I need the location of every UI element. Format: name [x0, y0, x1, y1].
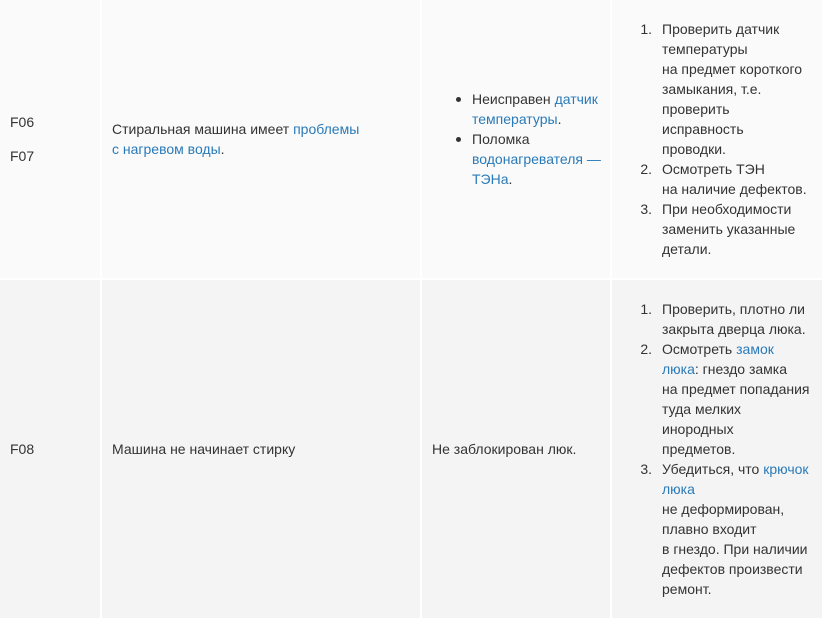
solution-line: Проверить датчик — [662, 21, 780, 37]
description-text: . — [220, 141, 225, 157]
cause-line: Поломка — [472, 131, 530, 147]
solution-text: : гнездо замка — [694, 361, 787, 377]
solution-line — [662, 459, 809, 479]
solution-line: закрыта дверца люка. — [662, 321, 806, 337]
door-hook-link[interactable]: крючок — [763, 461, 809, 477]
list-number: 3. — [640, 461, 652, 477]
cause-cell — [422, 280, 610, 618]
heating-problems-link[interactable]: проблемы — [293, 121, 360, 137]
bullet-icon — [456, 137, 461, 142]
solution-line: на наличие дефектов. — [662, 181, 807, 197]
solution-line — [662, 359, 787, 379]
solution-line: проводки. — [662, 141, 726, 157]
solution-cell — [612, 280, 822, 618]
list-number: 2. — [640, 161, 652, 177]
solution-line: детали. — [662, 241, 712, 257]
solution-line: Проверить, плотно ли — [662, 301, 805, 317]
solution-line: дефектов произвести — [662, 561, 803, 577]
list-number: 1. — [640, 301, 652, 317]
solution-text: Осмотреть — [662, 341, 737, 357]
solution-line: проверить — [662, 101, 730, 117]
water-heater-link[interactable]: ТЭНа — [472, 171, 509, 187]
temperature-sensor-link[interactable]: температуры — [472, 111, 558, 127]
list-number: 1. — [640, 21, 652, 37]
heating-problems-link[interactable]: с нагревом воды — [112, 141, 221, 157]
description-cell — [102, 0, 420, 278]
solution-line: исправность — [662, 121, 744, 137]
solution-line: на предмет короткого — [662, 61, 803, 77]
cause-line: Не заблокирован люк. — [432, 441, 577, 457]
door-lock-link[interactable]: замок — [736, 341, 774, 357]
cause-line — [472, 169, 512, 189]
solution-line: в гнездо. При наличии — [662, 541, 808, 557]
cause-cell — [422, 0, 610, 278]
solution-line: ремонт. — [662, 581, 712, 597]
cause-line — [472, 89, 598, 109]
solution-line: плавно входит — [662, 521, 757, 537]
solution-text: Убедиться, что — [662, 461, 764, 477]
solution-line: на предмет попадания — [662, 381, 810, 397]
error-code: F07 — [10, 148, 35, 164]
cause-text: . — [557, 111, 562, 127]
solution-line: предметов. — [662, 441, 736, 457]
description-line — [112, 139, 225, 159]
code-cell — [0, 280, 100, 618]
table-row — [0, 280, 822, 618]
list-number: 2. — [640, 341, 652, 357]
door-lock-link[interactable]: люка — [662, 361, 695, 377]
solution-line: туда мелких — [662, 401, 742, 417]
description-line: Машина не начинает стирку — [112, 441, 296, 457]
solution-cell — [612, 0, 822, 278]
solution-line — [662, 339, 774, 359]
error-code: F08 — [10, 441, 35, 457]
solution-line: инородных — [662, 421, 734, 437]
bullet-icon — [456, 97, 461, 102]
description-line — [112, 119, 359, 139]
table-row — [0, 0, 822, 278]
cause-text: Неисправен — [472, 91, 555, 107]
cause-line — [472, 109, 561, 129]
solution-line: не деформирован, — [662, 501, 785, 517]
solution-line: При необходимости — [662, 201, 792, 217]
water-heater-link[interactable]: водонагревателя — — [472, 151, 601, 167]
solution-line: заменить указанные — [662, 221, 796, 237]
solution-line — [662, 479, 695, 499]
cause-text: . — [508, 171, 513, 187]
solution-line: Осмотреть ТЭН — [662, 161, 765, 177]
description-text: Стиральная машина имеет — [112, 121, 294, 137]
solution-line: замыкания, т.е. — [662, 81, 762, 97]
door-hook-link[interactable]: люка — [662, 481, 695, 497]
description-cell — [102, 280, 420, 618]
list-number: 3. — [640, 201, 652, 217]
temperature-sensor-link[interactable]: датчик — [554, 91, 598, 107]
cause-line — [472, 149, 601, 169]
solution-line: температуры — [662, 41, 748, 57]
code-cell — [0, 0, 100, 278]
error-code: F06 — [10, 114, 35, 130]
